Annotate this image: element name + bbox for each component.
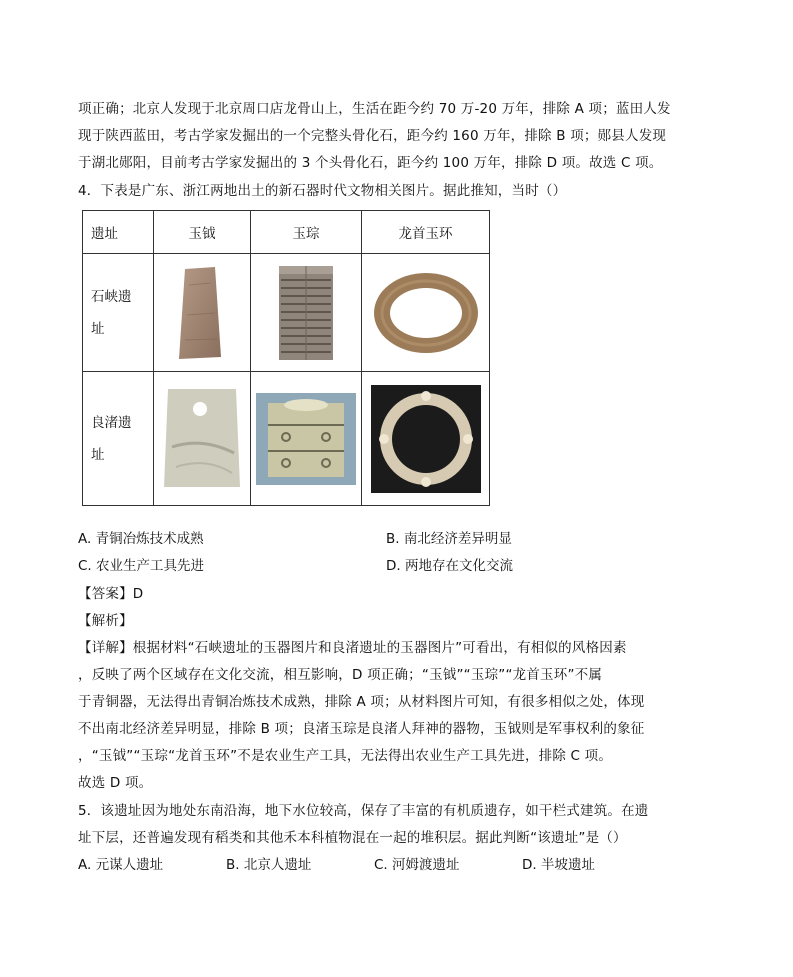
- q4-analysis-label: 【解析】: [78, 613, 133, 629]
- site-cell: [83, 372, 154, 506]
- q4-option-b: B. 南北经济差异明显: [386, 531, 512, 547]
- prev-analysis-line: 项正确；北京人发现于北京周口店龙骨山上，生活在距今约 70 万-20 万年，排除 A 项；蓝田人发: [78, 101, 671, 117]
- image-cell: [362, 372, 490, 506]
- q5-option-b: B. 北京人遗址: [226, 857, 312, 873]
- site-name-line: 良渚遗: [91, 414, 132, 431]
- image-cell: [154, 254, 251, 372]
- site-name-line: 石峡遗: [91, 288, 132, 305]
- table-header-ring: 龙首玉环: [362, 211, 490, 254]
- q4-detail-line: 【详解】根据材料“石峡遗址的玉器图片和良渚遗址的玉器图片”可看出，有相似的风格因素: [78, 640, 627, 656]
- q4-detail-line: 故选 D 项。: [78, 775, 153, 791]
- q4-option-a: A. 青铜冶炼技术成熟: [78, 531, 204, 547]
- table-header-yue: 玉钺: [154, 211, 251, 254]
- site-name-line: 址: [91, 446, 105, 463]
- q4-detail-line: ，反映了两个区域存在文化交流，相互影响，D 项正确；“玉钺”“玉琮”“龙首玉环”不属: [78, 667, 603, 683]
- liangzhu-dragon-ring-image: [371, 385, 481, 493]
- q5-stem-line: 5．该遗址因为地处东南沿海，地下水位较高，保存了丰富的有机质遗存，如干栏式建筑。在遗: [78, 803, 649, 819]
- q5-stem-line: 址下层，还普遍发现有稻类和其他禾本科植物混在一起的堆积层。据此判断“该遗址”是（）: [78, 830, 627, 846]
- q4-stem: 4．下表是广东、浙江两地出土的新石器时代文物相关图片。据此推知，当时（）: [78, 183, 567, 199]
- q5-option-d: D. 半坡遗址: [522, 857, 595, 873]
- relics-table: [82, 210, 490, 506]
- prev-analysis-line: 现于陕西蓝田，考古学家发掘出的一个完整头骨化石，距今约 160 万年，排除 B 项；郧县人发现: [78, 128, 667, 144]
- table-row: [83, 372, 490, 506]
- liangzhu-jade-yue-image: [162, 387, 242, 491]
- shixia-jade-yue-image: [175, 265, 229, 361]
- table-row: [83, 254, 490, 372]
- q4-detail-line: ，“玉钺”“玉琮“龙首玉环”不是农业生产工具，无法得出农业生产工具先进，排除 C 项。: [78, 748, 613, 764]
- q4-answer: 【答案】D: [78, 586, 144, 602]
- table-header-site: 遗址: [83, 211, 154, 254]
- shixia-dragon-ring-image: [370, 267, 482, 359]
- site-cell: [83, 254, 154, 372]
- q4-option-c: C. 农业生产工具先进: [78, 558, 205, 574]
- table-header-cong: 玉琮: [251, 211, 362, 254]
- image-cell: [154, 372, 251, 506]
- liangzhu-jade-cong-image: [256, 393, 356, 485]
- prev-analysis-line: 于湖北郧阳，目前考古学家发掘出的 3 个头骨化石，距今约 100 万年，排除 D 项。故选 C 项。: [78, 155, 663, 171]
- shixia-jade-cong-image: [273, 264, 339, 362]
- image-cell: [362, 254, 490, 372]
- image-cell: [251, 372, 362, 506]
- q5-option-c: C. 河姆渡遗址: [374, 857, 460, 873]
- q4-detail-line: 于青铜器，无法得出青铜冶炼技术成熟，排除 A 项；从材料图片可知，有很多相似之处，体现: [78, 694, 645, 710]
- q4-detail-line: 不出南北经济差异明显，排除 B 项；良渚玉琮是良渚人拜神的器物，玉钺则是军事权利的象征: [78, 721, 645, 737]
- q4-option-d: D. 两地存在文化交流: [386, 558, 513, 574]
- image-cell: [251, 254, 362, 372]
- site-name-line: 址: [91, 320, 105, 337]
- q5-option-a: A. 元谋人遗址: [78, 857, 164, 873]
